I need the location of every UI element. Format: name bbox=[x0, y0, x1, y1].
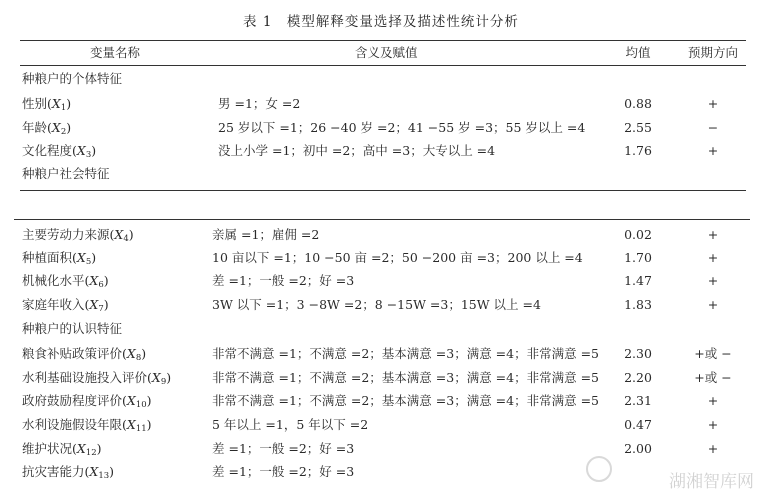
section-heading: 种粮户社会特征 bbox=[22, 166, 110, 181]
variable-mean: 0.47 bbox=[624, 417, 652, 432]
variable-direction: + bbox=[707, 96, 719, 111]
variable-direction: + bbox=[707, 227, 719, 242]
variable-name: 年龄$(X_2)$ bbox=[22, 120, 72, 137]
variable-mean: 2.55 bbox=[624, 120, 652, 135]
variable-name: 抗灾害能力$(X_{13})$ bbox=[22, 464, 115, 481]
variable-direction: + bbox=[707, 250, 719, 265]
header-rule bbox=[20, 65, 746, 66]
variable-meaning: 差 =1；一般 =2；好 =3 bbox=[212, 273, 355, 288]
variable-name: 性别$(X_1)$ bbox=[22, 96, 72, 113]
variable-name: 种植面积$(X_5)$ bbox=[22, 250, 97, 267]
variable-direction: +或 − bbox=[694, 370, 732, 385]
top-rule bbox=[20, 40, 746, 41]
variable-mean: 2.31 bbox=[624, 393, 652, 408]
variable-meaning: 25 岁以下 =1；26 −40 岁 =2；41 −55 岁 =3；55 岁以上 =4 bbox=[218, 120, 586, 135]
variable-direction: − bbox=[707, 120, 719, 135]
header-mean: 均值 bbox=[625, 45, 651, 60]
table-title: 表 1 模型解释变量选择及描述性统计分析 bbox=[243, 14, 519, 30]
header-direction: 预期方向 bbox=[687, 45, 738, 60]
variable-direction: + bbox=[707, 417, 719, 432]
variable-name: 主要劳动力来源$(X_4)$ bbox=[22, 227, 134, 244]
variable-direction: + bbox=[707, 441, 719, 456]
variable-mean: 2.30 bbox=[624, 346, 652, 361]
header-name: 变量名称 bbox=[90, 45, 141, 60]
variable-direction: + bbox=[707, 297, 719, 312]
section-heading: 种粮户的个体特征 bbox=[22, 71, 123, 86]
variable-mean: 2.20 bbox=[624, 370, 652, 385]
part1-bottom-rule bbox=[20, 190, 746, 191]
variable-meaning: 10 亩以下 =1；10 −50 亩 =2；50 −200 亩 =3；200 以上 =4 bbox=[212, 250, 583, 265]
variable-meaning: 非常不满意 =1；不满意 =2；基本满意 =3；满意 =4；非常满意 =5 bbox=[212, 370, 600, 385]
variable-meaning: 男 =1；女 =2 bbox=[218, 96, 301, 111]
variable-mean: 0.02 bbox=[624, 227, 652, 242]
variable-name: 粮食补贴政策评价$(X_8)$ bbox=[22, 346, 147, 363]
variable-mean: 2.00 bbox=[624, 441, 652, 456]
variable-meaning: 没上小学 =1；初中 =2；高中 =3；大专以上 =4 bbox=[218, 143, 496, 158]
variable-direction: + bbox=[707, 273, 719, 288]
variable-name: 机械化水平$(X_6)$ bbox=[22, 273, 109, 290]
variable-direction: + bbox=[707, 143, 719, 158]
variable-meaning: 5 年以上 =1，5 年以下 =2 bbox=[212, 417, 369, 432]
variable-mean: 1.83 bbox=[624, 297, 652, 312]
variable-mean: 0.88 bbox=[624, 96, 652, 111]
variable-name: 文化程度$(X_3)$ bbox=[22, 143, 97, 160]
part2-top-rule bbox=[14, 219, 750, 220]
variable-meaning: 3W 以下 =1；3 −8W =2；8 −15W =3；15W 以上 =4 bbox=[212, 297, 541, 312]
variable-direction: +或 − bbox=[694, 346, 732, 361]
section-heading: 种粮户的认识特征 bbox=[22, 321, 123, 336]
variable-direction: + bbox=[707, 393, 719, 408]
variable-mean: 1.76 bbox=[624, 143, 652, 158]
variable-mean: 1.70 bbox=[624, 250, 652, 265]
variable-name: 维护状况$(X_{12})$ bbox=[22, 441, 102, 458]
watermark-logo-icon bbox=[586, 456, 612, 482]
variable-mean: 1.47 bbox=[624, 273, 652, 288]
watermark: 湖湘智库网 bbox=[669, 472, 754, 492]
header-meaning: 含义及赋值 bbox=[355, 45, 418, 60]
variable-meaning: 亲属 =1；雇佣 =2 bbox=[212, 227, 320, 242]
variable-meaning: 非常不满意 =1；不满意 =2；基本满意 =3；满意 =4；非常满意 =5 bbox=[212, 393, 600, 408]
variable-meaning: 差 =1；一般 =2；好 =3 bbox=[212, 464, 355, 479]
variable-meaning: 非常不满意 =1；不满意 =2；基本满意 =3；满意 =4；非常满意 =5 bbox=[212, 346, 600, 361]
variable-meaning: 差 =1；一般 =2；好 =3 bbox=[212, 441, 355, 456]
variable-name: 水利设施假设年限$(X_{11})$ bbox=[22, 417, 152, 434]
variable-name: 家庭年收入$(X_7)$ bbox=[22, 297, 109, 314]
variable-name: 政府鼓励程度评价$(X_{10})$ bbox=[22, 393, 152, 410]
variable-name: 水利基础设施投入评价$(X_9)$ bbox=[22, 370, 172, 387]
